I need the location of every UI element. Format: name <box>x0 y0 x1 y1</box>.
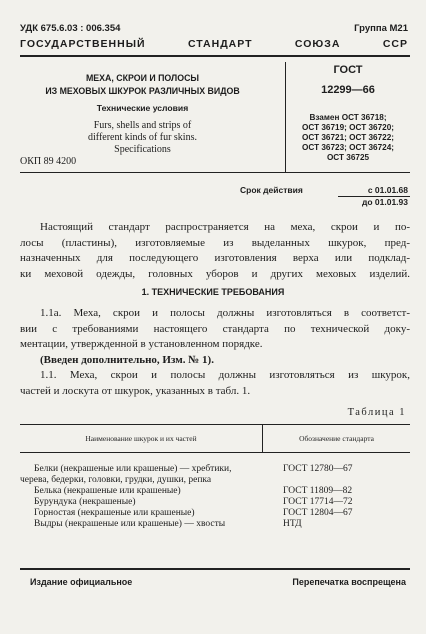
subtitle-ru: Технические условия <box>96 103 189 113</box>
table-row-4-std: ГОСТ 17714—72 <box>283 497 353 507</box>
replaces-line-1: Взамен ОСТ 36718; <box>309 113 387 122</box>
table-header-rule <box>20 452 410 453</box>
table-row-2-name: черева, бедерки, головки, грудки, душки, репка <box>20 475 212 485</box>
p1a-line-3: ментации, утвержденной в установленном порядке. <box>20 338 263 350</box>
okp-code: ОКП 89 4200 <box>20 156 77 167</box>
table-row-4-name: Бурундука (некрашеные) <box>34 497 136 507</box>
footer-reprint-prohibited: Перепечатка воспрещена <box>292 577 406 587</box>
table-row-6-name: Выдры (некрашеные или крашеные) — хвосты <box>34 519 226 529</box>
table-row-3-name: Белька (некрашеные или крашеные) <box>34 486 181 496</box>
state-standard-banner: ГОСУДАРСТВЕННЫЙ СТАНДАРТ СОЮЗА ССР <box>20 38 408 50</box>
p1a-line-2: вии с требованиями настоящего стандарта по технической доку- <box>20 322 410 335</box>
table-caption: Таблица 1 <box>347 407 406 418</box>
table-header-standard: Обозначение стандарта <box>299 434 374 443</box>
gost-number: 12299—66 <box>321 84 375 96</box>
title-ru-line-2: ИЗ МЕХОВЫХ ШКУРОК РАЗЛИЧНЫХ ВИДОВ <box>45 86 240 96</box>
table-row-1-std: ГОСТ 12780—67 <box>283 464 353 474</box>
table-row-3-std: ГОСТ 11809—82 <box>283 486 353 496</box>
group-code: Группа М21 <box>354 23 408 34</box>
validity-to: до 01.01.93 <box>361 197 408 207</box>
replaces-line-4: ОСТ 36723; ОСТ 36724; <box>302 143 394 152</box>
intro-line-1: Настоящий стандарт распространяется на меха, скрои и по- <box>40 221 410 233</box>
section-heading: 1. ТЕХНИЧЕСКИЕ ТРЕБОВАНИЯ <box>141 287 285 297</box>
replaces-line-3: ОСТ 36721; ОСТ 36722; <box>302 133 394 142</box>
intro-line-2: лосы (пластины), изготовляемые из выделанных шкурок, пред- <box>20 236 410 249</box>
table-row-1-name: Белки (некрашеные или крашеные) — хребтики, <box>34 464 232 474</box>
p1a-line-1: 1.1а. Меха, скрои и полосы должны изготовляться в соответст- <box>40 307 410 319</box>
title-block-bottom-rule <box>20 172 410 173</box>
title-en-line-3: Specifications <box>114 144 171 155</box>
p1a-note: (Введен дополнительно, Изм. № 1). <box>40 353 214 366</box>
title-en-line-1: Furs, shells and strips of <box>93 120 192 131</box>
table-top-rule <box>20 424 410 425</box>
replaces-line-2: ОСТ 36719; ОСТ 36720; <box>302 123 394 132</box>
table-row-5-name: Горностая (некрашеные или крашеные) <box>34 508 195 518</box>
intro-line-3: назначенных для последующего изготовления верха или подклад- <box>20 252 410 264</box>
header-divider <box>20 55 410 57</box>
validity-label: Срок действия <box>240 185 303 195</box>
validity-from: с 01.01.68 <box>367 185 408 195</box>
paragraph-1-1a <box>20 306 410 368</box>
replaces-line-5: ОСТ 36725 <box>326 153 370 162</box>
title-ru-line-1: МЕХА, СКРОИ И ПОЛОСЫ <box>85 73 200 83</box>
table-row-5-std: ГОСТ 12804—67 <box>283 508 353 518</box>
paragraph-1-1 <box>20 368 410 399</box>
table-row-6-std: НТД <box>283 519 302 529</box>
title-en-line-2: different kinds of fur skins. <box>88 132 197 143</box>
intro-paragraph <box>20 220 410 282</box>
intro-line-4: ки меховой одежды, головных уборов и других меховых изделий. <box>20 267 410 280</box>
footer-divider <box>20 568 410 570</box>
p11-line-1: 1.1. Меха, скрои и полосы должны изготовляться из шкурок, <box>40 369 410 381</box>
footer-official-edition: Издание официальное <box>30 577 133 587</box>
p11-line-2: частей и лоскута от шкурок, указанных в табл. 1. <box>20 384 251 397</box>
udk-code: УДК 675.6.03 : 006.354 <box>20 23 121 34</box>
gost-label: ГОСТ <box>333 64 363 76</box>
table-header-name: Наименование шкурок и их частей <box>85 434 197 443</box>
